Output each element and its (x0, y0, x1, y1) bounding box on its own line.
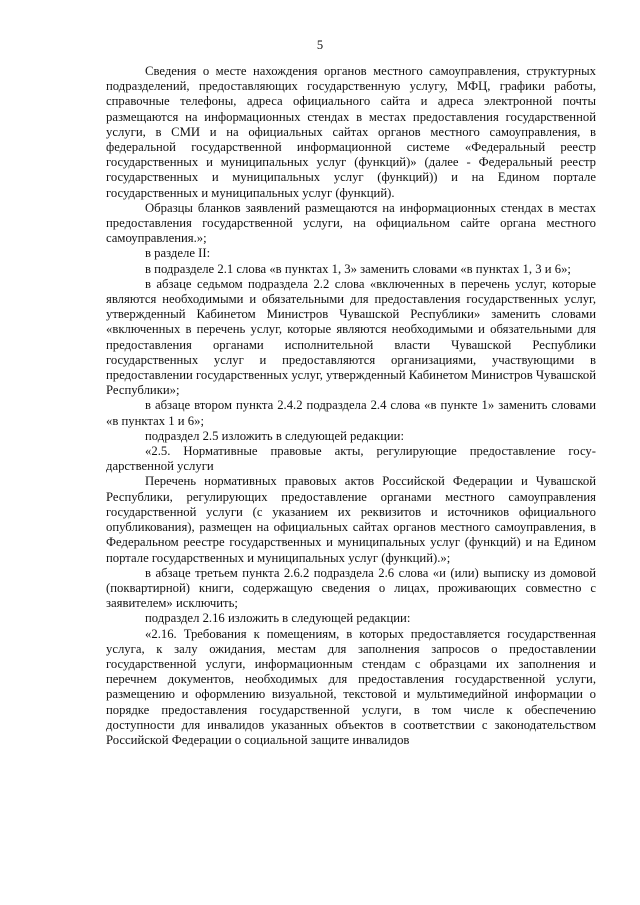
paragraph: в подразделе 2.1 слова «в пунктах 1, 3» заменить словами «в пунктах 1, 3 и 6»; (145, 261, 571, 276)
paragraph: в абзаце седьмом подраздела 2.2 слова «включенных в перечень услуг, которые являются необходимыми и обязательными для предоставления государственных услуг, утвержденный Кабинетом Министров Чувашской Республики» заменить словами «включенных в перечень услуг, которые являются необходимыми и обязательными для предоставления органами исполнительной власти Чувашской Республики государственных услуг и предоставляются организациями, участвующими в предоставлении государственных услуг, утвержденный Кабинетом Министров Чувашской Республики»; (106, 276, 596, 398)
paragraph: в абзаце третьем пункта 2.6.2 подраздела 2.6 слова «и (или) выписку из домовой (поквартирной) книги, содержащую сведения о лицах, проживающих совместно с заявителем» исключить; (106, 565, 596, 611)
paragraph: в абзаце втором пункта 2.4.2 подраздела 2.4 слова «в пункте 1» заменить словами «в пунктах 1 и 6»; (106, 398, 596, 428)
paragraph: подраздел 2.16 изложить в следующей редакции: (145, 611, 411, 626)
paragraph: «2.16. Требования к помещениям, в которых предоставляется государственная услуга, к залу ожидания, местам для заполнения запросов о предоставлении государственной услуги, информационным стендам с образцами их заполнения и перечнем документов, необходимых для предоставления государственной услуги, размещению и оформлению визуальной, текстовой и мультимедийной информации о порядке предоставления государственной услуги, в том числе к обеспечению доступности для инвалидов указанных объектов в соответствии с законодательством Российской Федерации о социальной защите инвалидов (106, 626, 596, 747)
page-number: 5 (316, 38, 324, 52)
paragraph: «2.5. Нормативные правовые акты, регулирующие предоставление государственной услуги (106, 444, 596, 474)
paragraph: подраздел 2.5 изложить в следующей редакции: (145, 428, 405, 443)
paragraph: Сведения о месте нахождения органов местного самоуправления, структурных подразделений, предоставляющих государственную услугу, МФЦ, графики работы, справочные телефоны, адреса официального сайта и адреса электронной почты размещаются на информационных стендах в местах предоставления государственной услуги, в СМИ и на официальных сайтах органов местного самоуправления, в федеральной государственной информационной системе «Федеральный реестр государственных и муниципальных услуг (функций)» (далее - Федеральный реестр государственных и муниципальных услуг (функций)) и на Едином портале государственных и муниципальных услуг (функций). (106, 64, 596, 200)
document-body (106, 64, 596, 748)
paragraph: в разделе II: (145, 246, 211, 261)
paragraph: Перечень нормативных правовых актов Российской Федерации и Чувашской Республики, регулирующих предоставление органами местного самоуправления государственной услуги (с указанием их реквизитов и источников официального опубликования), размещен на официальных сайтах органов местного самоуправления, в Федеральном реестре государственных и муниципальных услуг (функций) и на Едином портале государственных и муниципальных услуг (функций).»; (106, 474, 596, 565)
paragraph: Образцы бланков заявлений размещаются на информационных стендах в местах предоставления государственной услуги, на официальном сайте органа местного самоуправления.»; (106, 200, 596, 246)
